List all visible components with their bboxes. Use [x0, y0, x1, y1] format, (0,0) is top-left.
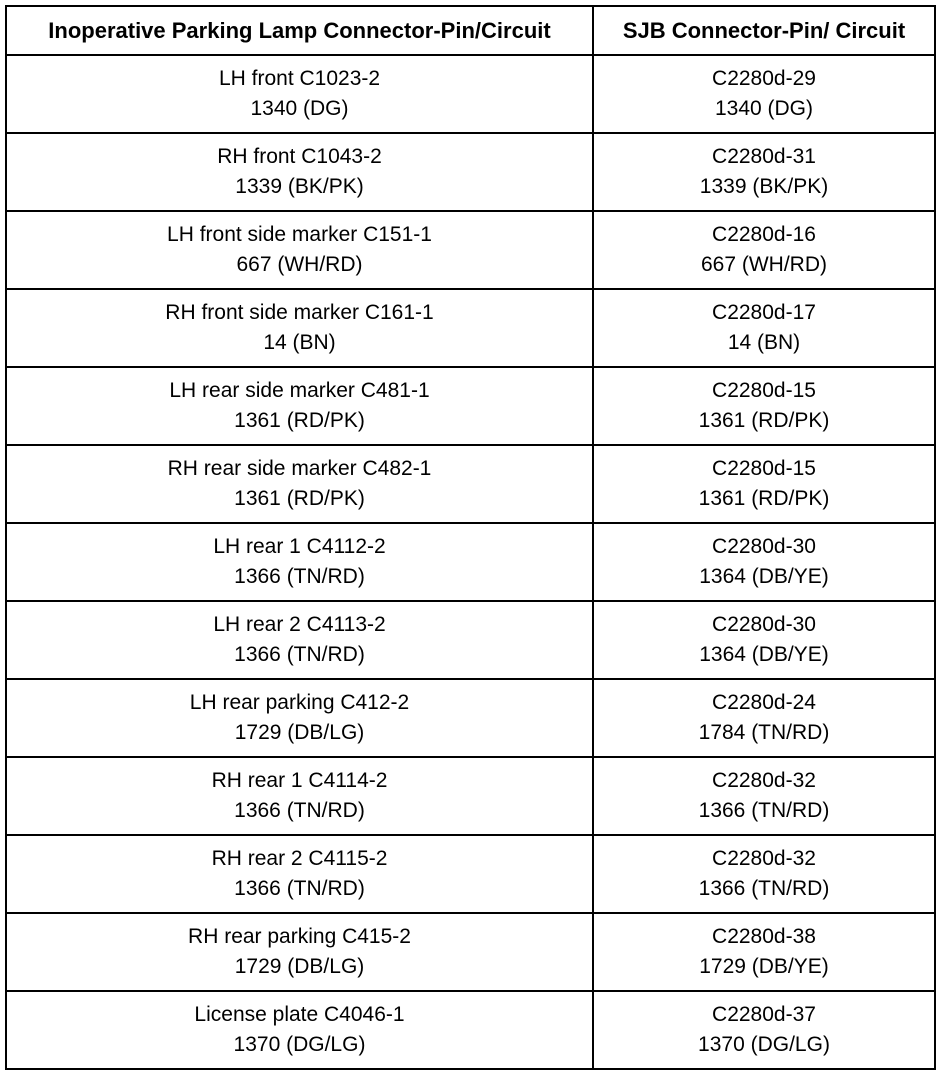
lamp-connector-cell	[6, 913, 593, 991]
sjb-circuit: 1340 (DG)	[714, 97, 814, 120]
sjb-connector-cell	[593, 601, 935, 679]
sjb-connector-pin: C2280d-31	[712, 145, 816, 168]
sjb-connector-pin: C2280d-24	[712, 691, 816, 714]
table-row	[6, 913, 935, 991]
table-row	[6, 445, 935, 523]
sjb-circuit: 1361 (RD/PK)	[698, 409, 830, 432]
sjb-circuit: 1364 (DB/YE)	[699, 565, 829, 588]
sjb-connector-cell	[593, 55, 935, 133]
sjb-connector-pin: C2280d-32	[712, 847, 816, 870]
connector-pin-circuit-table	[5, 5, 936, 1070]
sjb-connector-pin: C2280d-38	[712, 925, 816, 948]
sjb-connector-cell	[593, 133, 935, 211]
lamp-connector-cell	[6, 133, 593, 211]
table-row	[6, 601, 935, 679]
table-row	[6, 211, 935, 289]
sjb-connector-pin: C2280d-32	[712, 769, 816, 792]
lamp-connector-pin: RH front C1043-2	[217, 145, 382, 168]
sjb-connector-cell	[593, 523, 935, 601]
lamp-connector-cell	[6, 367, 593, 445]
lamp-connector-pin: LH front C1023-2	[218, 67, 381, 90]
document-page	[5, 5, 934, 1067]
lamp-circuit: 1370 (DG/LG)	[233, 1033, 366, 1056]
table-row	[6, 991, 935, 1069]
table-body	[6, 55, 935, 1069]
sjb-connector-pin: C2280d-37	[712, 1003, 816, 1026]
lamp-connector-pin: LH rear parking C412-2	[189, 691, 410, 714]
table-row	[6, 757, 935, 835]
table-row	[6, 289, 935, 367]
lamp-connector-cell	[6, 679, 593, 757]
lamp-circuit: 1339 (BK/PK)	[235, 175, 364, 198]
lamp-connector-cell	[6, 55, 593, 133]
lamp-connector-cell	[6, 289, 593, 367]
sjb-connector-cell	[593, 367, 935, 445]
lamp-connector-pin: License plate C4046-1	[194, 1003, 405, 1026]
sjb-connector-pin: C2280d-30	[712, 535, 816, 558]
sjb-connector-cell	[593, 757, 935, 835]
sjb-circuit: 1361 (RD/PK)	[698, 487, 830, 510]
lamp-connector-pin: RH rear 2 C4115-2	[211, 847, 388, 870]
lamp-connector-cell	[6, 601, 593, 679]
table-row	[6, 133, 935, 211]
sjb-connector-cell	[593, 913, 935, 991]
lamp-circuit: 1340 (DG)	[250, 97, 349, 120]
lamp-connector-cell	[6, 991, 593, 1069]
sjb-circuit: 1784 (TN/RD)	[698, 721, 830, 744]
table-row	[6, 523, 935, 601]
sjb-circuit: 1364 (DB/YE)	[699, 643, 829, 666]
sjb-circuit: 667 (WH/RD)	[700, 253, 827, 276]
lamp-circuit: 1361 (RD/PK)	[234, 487, 365, 510]
sjb-connector-cell	[593, 835, 935, 913]
sjb-connector-pin: C2280d-29	[712, 67, 816, 90]
lamp-circuit: 1729 (DB/LG)	[234, 955, 365, 978]
lamp-circuit: 667 (WH/RD)	[236, 253, 363, 276]
sjb-connector-cell	[593, 211, 935, 289]
header-sjb-connector: SJB Connector-Pin/ Circuit	[593, 6, 935, 55]
table-row	[6, 835, 935, 913]
sjb-circuit: 1366 (TN/RD)	[698, 799, 830, 822]
header-lamp-connector: Inoperative Parking Lamp Connector-Pin/Circuit	[6, 6, 593, 55]
table-row	[6, 679, 935, 757]
header-row	[6, 6, 935, 55]
lamp-connector-pin: LH rear 1 C4112-2	[213, 535, 386, 558]
lamp-connector-pin: LH front side marker C151-1	[167, 223, 432, 246]
lamp-connector-pin: LH rear side marker C481-1	[169, 379, 430, 402]
sjb-connector-cell	[593, 679, 935, 757]
lamp-connector-cell	[6, 211, 593, 289]
lamp-circuit: 1729 (DB/LG)	[234, 721, 365, 744]
table-row	[6, 367, 935, 445]
lamp-connector-pin: LH rear 2 C4113-2	[213, 613, 386, 636]
lamp-circuit: 1366 (TN/RD)	[234, 877, 365, 900]
sjb-circuit: 14 (BN)	[727, 331, 801, 354]
sjb-connector-cell	[593, 991, 935, 1069]
sjb-connector-cell	[593, 289, 935, 367]
sjb-connector-pin: C2280d-30	[712, 613, 816, 636]
lamp-connector-cell	[6, 835, 593, 913]
sjb-connector-cell	[593, 445, 935, 523]
sjb-connector-pin: C2280d-15	[712, 379, 816, 402]
lamp-connector-pin: RH rear side marker C482-1	[167, 457, 432, 480]
lamp-circuit: 14 (BN)	[263, 331, 336, 354]
sjb-circuit: 1366 (TN/RD)	[698, 877, 830, 900]
sjb-connector-pin: C2280d-15	[712, 457, 816, 480]
lamp-circuit: 1366 (TN/RD)	[234, 643, 365, 666]
table-row	[6, 55, 935, 133]
table-header	[6, 6, 935, 55]
lamp-connector-pin: RH rear 1 C4114-2	[211, 769, 388, 792]
sjb-circuit: 1370 (DG/LG)	[698, 1033, 830, 1056]
lamp-circuit: 1366 (TN/RD)	[234, 565, 365, 588]
sjb-connector-pin: C2280d-16	[712, 223, 816, 246]
lamp-connector-cell	[6, 757, 593, 835]
lamp-connector-pin: RH rear parking C415-2	[188, 925, 411, 948]
sjb-connector-pin: C2280d-17	[712, 301, 816, 324]
lamp-connector-cell	[6, 445, 593, 523]
lamp-circuit: 1361 (RD/PK)	[234, 409, 365, 432]
lamp-connector-cell	[6, 523, 593, 601]
sjb-circuit: 1339 (BK/PK)	[699, 175, 829, 198]
lamp-connector-pin: RH front side marker C161-1	[165, 301, 434, 324]
lamp-circuit: 1366 (TN/RD)	[234, 799, 365, 822]
sjb-circuit: 1729 (DB/YE)	[699, 955, 829, 978]
